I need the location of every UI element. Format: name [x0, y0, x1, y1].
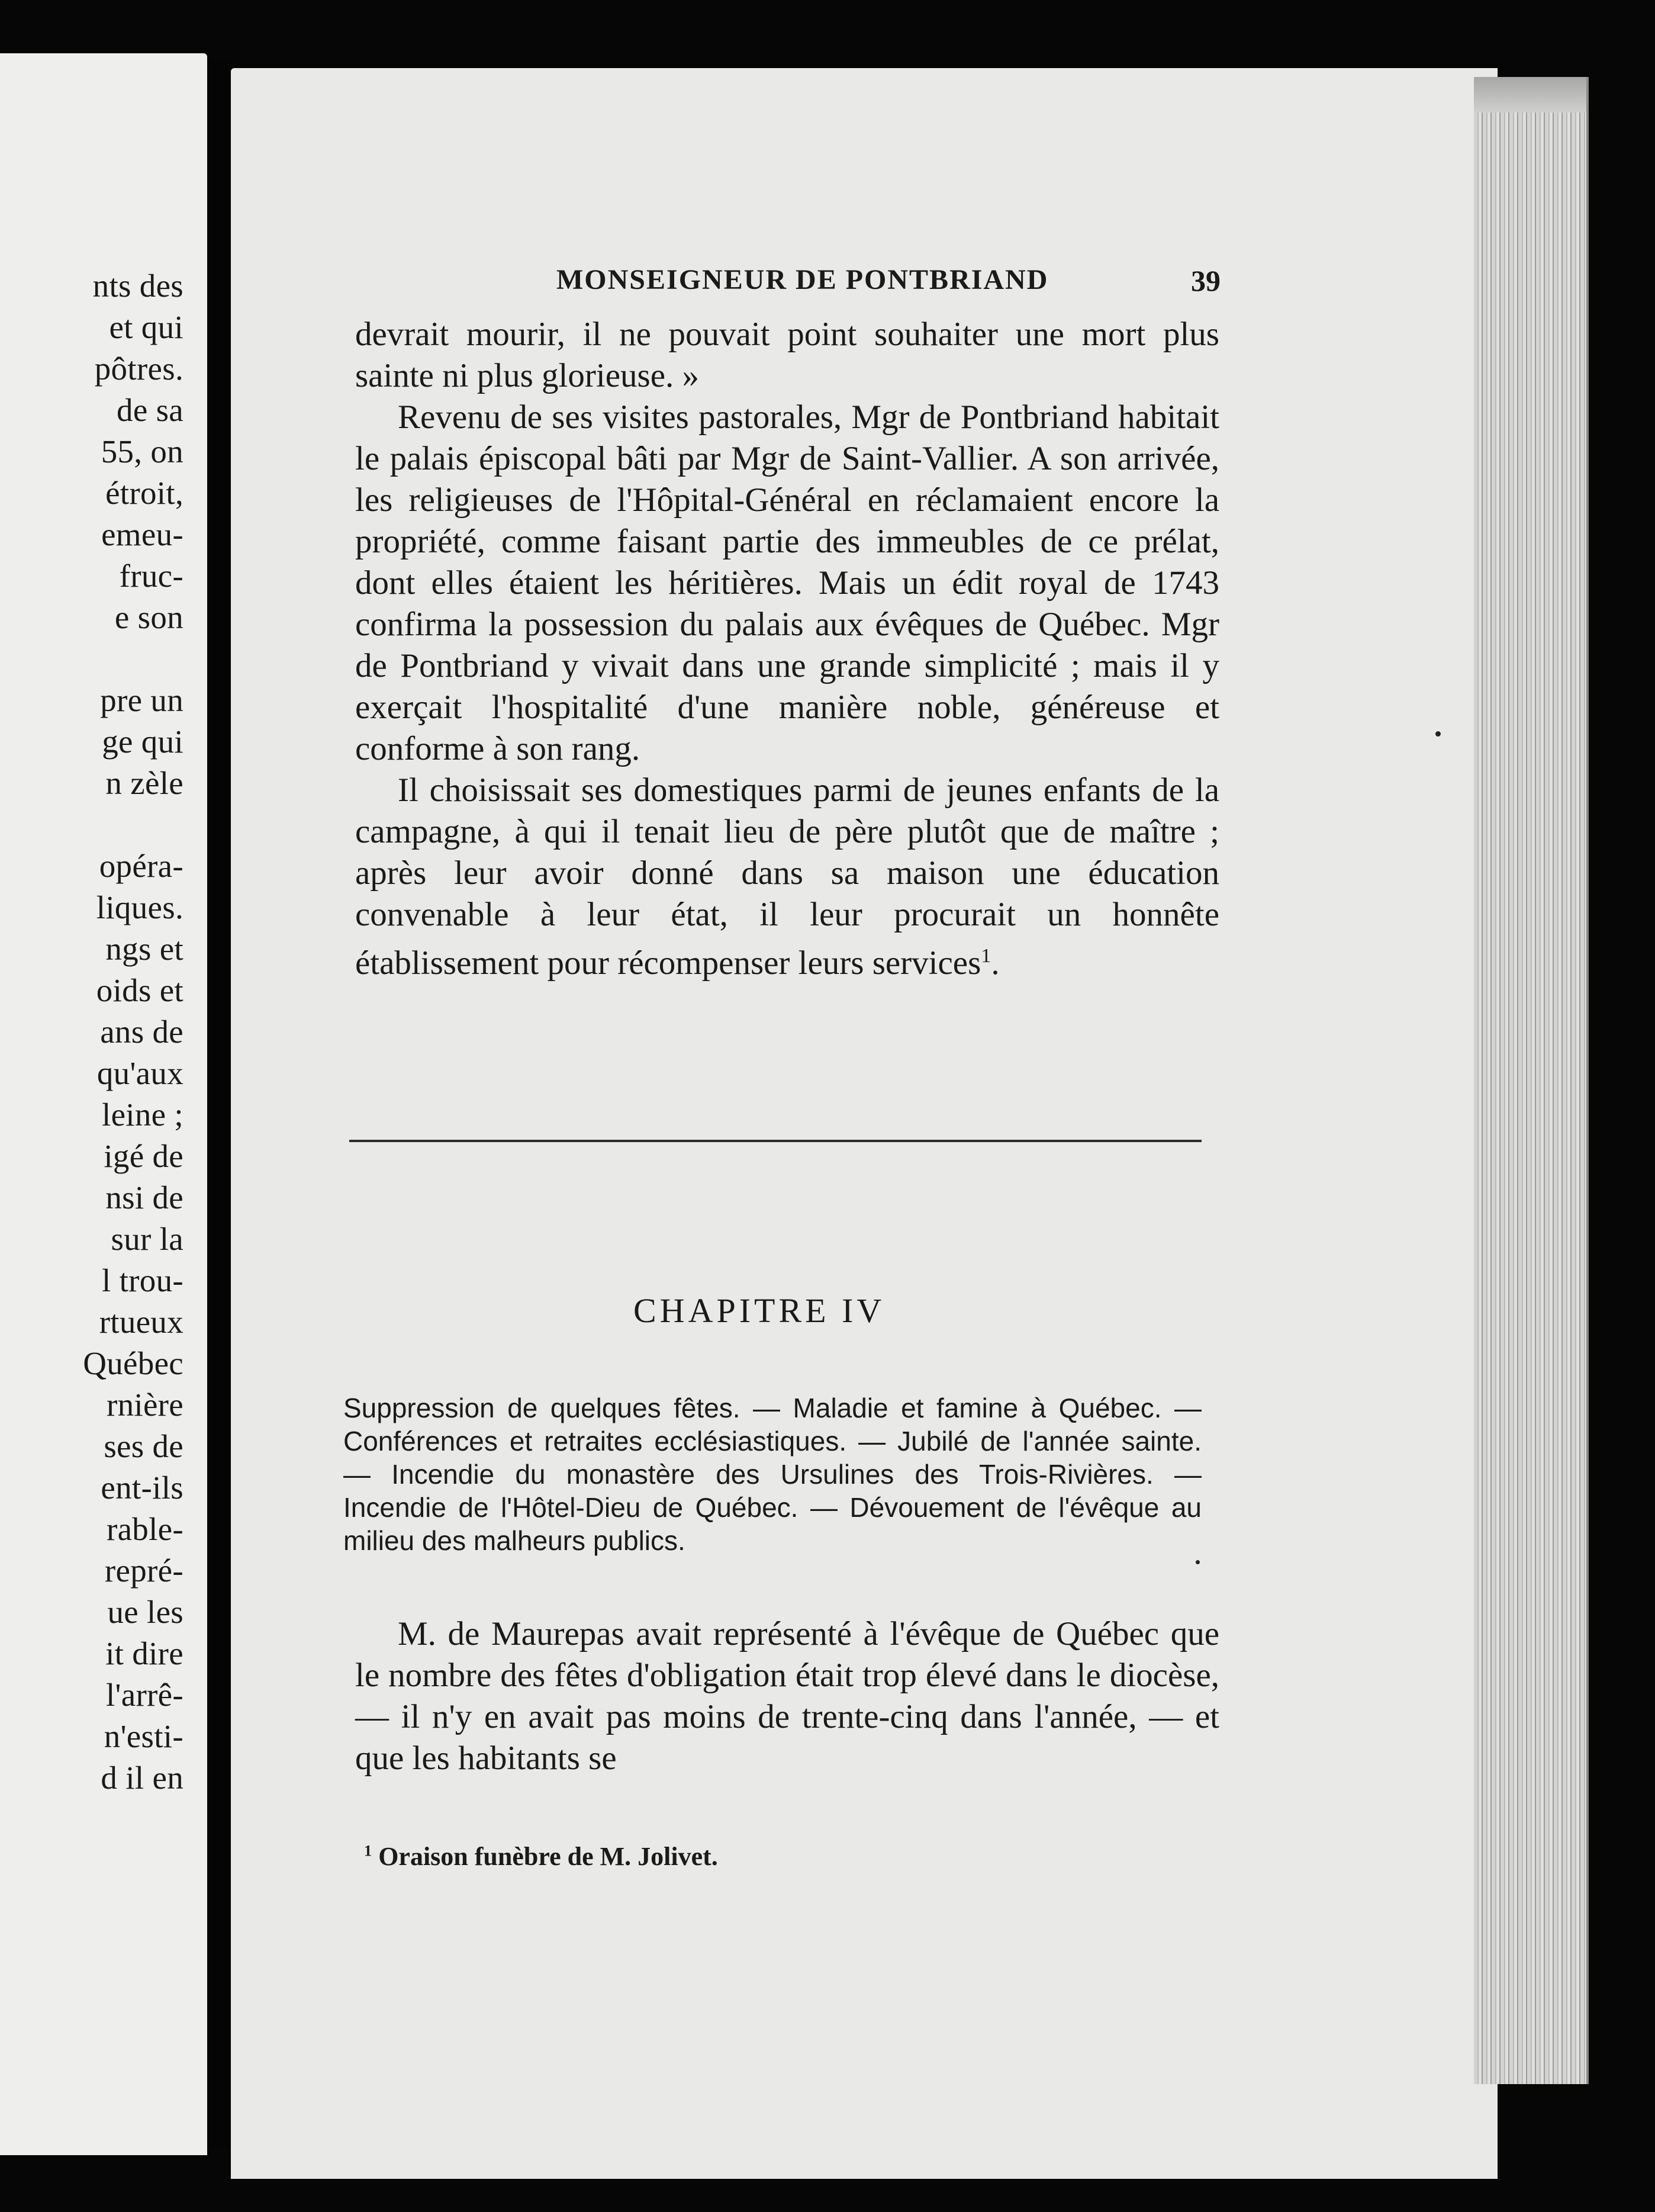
left-page-line-fragment: ngs et — [105, 931, 183, 967]
left-page-line-fragment: n'esti- — [104, 1718, 183, 1754]
left-page-line-fragment: opéra- — [99, 848, 183, 884]
left-page-line-fragment: Québec — [83, 1345, 183, 1381]
print-speck — [1196, 1560, 1200, 1564]
left-page-line-fragment: l trou- — [101, 1262, 183, 1298]
left-page-line-fragment: l'arrê- — [105, 1677, 183, 1713]
paragraph-end-punct: . — [991, 944, 1000, 982]
paragraph-palais: Revenu de ses visites pastorales, Mgr de Pontbriand habitait le palais épiscopal bâti par Mgr de Saint-Vallier. A son arrivée, les religieuses de l'Hôpital-Général en réclamaient encore la propriété, comme faisant partie des immeubles de ce prélat, dont elles étaient les héritières. Mais un édit royal de 1743 confirma la possession du palais aux évêques de Québec. Mgr de Pontbriand y vivait dans une grande simplicité ; mais il y exerçait l'hospitalité d'une manière noble, généreuse et conforme à son rang. — [355, 398, 1219, 767]
left-page-line-fragment: d il en — [101, 1760, 183, 1796]
paragraph-domestiques-text: Il choisissait ses domestiques parmi de jeunes enfants de la campagne, à qui il tenait lieu de père plutôt que de maître ; après leur avoir donné dans sa maison une éducation convenable à leur état, il leur procurait un honnête établissement pour récompenser leurs services — [355, 771, 1219, 982]
left-page-line-fragment: étroit, — [105, 475, 183, 511]
section-rule — [349, 1140, 1202, 1142]
left-page-line-fragment: emeu- — [101, 516, 183, 552]
left-page-line-fragment: ue les — [107, 1594, 183, 1630]
print-speck — [1435, 731, 1441, 737]
left-page-line-fragment: ge qui — [102, 724, 183, 760]
left-page-line-fragment: ans de — [100, 1014, 183, 1050]
left-page-line-fragment: pôtres. — [94, 351, 183, 387]
left-page-line-fragment: it dire — [105, 1635, 183, 1671]
left-page-line-fragment: de sa — [117, 392, 183, 428]
footnote — [364, 1841, 718, 1872]
left-page-line-fragment: nts des — [92, 268, 183, 304]
paragraph-domestiques — [355, 770, 1219, 984]
paragraph-continued: devrait mourir, il ne pouvait point souhaiter une mort plus sainte ni plus glorieuse. » — [355, 316, 1219, 394]
chapter-summary-text: Suppression de quelques fêtes. — Maladie et famine à Québec. — Conférences et retraites ecclésiastiques. — Jubilé de l'année sainte. — Incendie du monastère des Ursulines des Trois-Rivières. — Incendie de l'Hôtel-Dieu de Québec. — Dévouement de l'évêque au milieu des malheurs publics. — [343, 1393, 1202, 1556]
footnote-marker: 1 — [364, 1841, 372, 1860]
left-page-line-fragment: repré- — [104, 1552, 183, 1589]
left-page-line-fragment: e son — [114, 599, 183, 635]
book-spine — [207, 59, 231, 2149]
left-page-line-fragment: 55, on — [101, 433, 183, 470]
left-page-line-fragment: rnière — [106, 1387, 183, 1423]
chapter-title: CHAPITRE IV — [633, 1291, 886, 1330]
left-page-line-fragment: qu'aux — [96, 1055, 183, 1091]
left-page-line-fragment: nsi de — [105, 1179, 183, 1216]
running-head: MONSEIGNEUR DE PONTBRIAND — [556, 264, 1049, 295]
left-page-line-fragment: igé de — [104, 1138, 183, 1174]
chapter-summary — [343, 1391, 1202, 1557]
footnote-text: Oraison funèbre de M. Jolivet. — [378, 1842, 718, 1871]
chapter-body — [355, 1613, 1219, 1779]
left-page-line-fragment: pre un — [100, 682, 183, 718]
left-page-line-fragment: oids et — [96, 972, 183, 1008]
left-page-line-fragment: ses de — [104, 1428, 183, 1464]
left-page-line-fragment: et qui — [109, 309, 183, 345]
left-page-line-fragment: rable- — [106, 1511, 183, 1547]
left-page-line-fragment: leine ; — [101, 1097, 183, 1133]
footnote-ref: 1 — [981, 945, 991, 967]
left-page-line-fragment: n zèle — [105, 765, 183, 801]
page-number: 39 — [1191, 264, 1221, 297]
left-page-line-fragment: fruc- — [119, 558, 183, 594]
body-text — [355, 314, 1219, 984]
page-edges-top — [1474, 77, 1586, 112]
left-page-line-fragment: sur la — [111, 1221, 183, 1257]
left-facing-page — [0, 53, 207, 2155]
left-page-line-fragment: ent-ils — [101, 1470, 183, 1506]
left-page-line-fragment: liques. — [96, 889, 183, 925]
chapter-opening-paragraph: M. de Maurepas avait représenté à l'évêque de Québec que le nombre des fêtes d'obligation était trop élevé dans le diocèse, — il n'y en avait pas moins de trente-cinq dans l'année, — et que les habitants se — [355, 1615, 1219, 1777]
left-page-line-fragment: rtueux — [99, 1304, 183, 1340]
page-edges — [1474, 77, 1589, 2084]
